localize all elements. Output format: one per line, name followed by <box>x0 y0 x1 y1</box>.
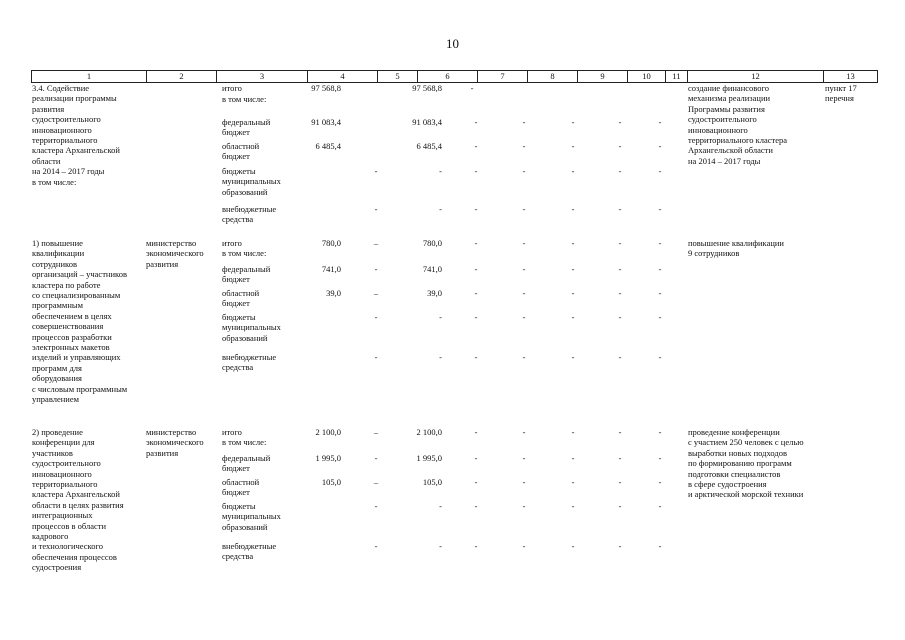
row-label-line: образований <box>222 332 268 343</box>
block-3-name-line: судостроения <box>32 562 82 573</box>
header-col-3: 3 <box>216 71 307 82</box>
value-col11: - <box>658 264 662 274</box>
value-col11: - <box>658 288 662 298</box>
value-col8: - <box>522 166 526 176</box>
value-col7: - <box>474 117 478 127</box>
value-col10: - <box>618 501 622 511</box>
value-col11: - <box>658 453 662 463</box>
table-header <box>31 70 878 83</box>
block-2-name-line: программным <box>32 300 83 311</box>
block-1-name-line: в том числе: <box>32 176 77 187</box>
block-1-name-line: кластера Архангельской <box>32 145 120 156</box>
row-label <box>222 427 266 448</box>
value-col8: - <box>522 141 526 151</box>
value-col4: 39,0 <box>326 288 341 298</box>
block-1-name-line: на 2014 – 2017 годы <box>32 166 105 177</box>
value-col9: - <box>571 264 575 274</box>
header-col-7: 7 <box>477 71 527 82</box>
block-2-name-line: оборудования <box>32 373 82 384</box>
row-label-line: итого <box>222 427 242 437</box>
row-label <box>222 94 266 104</box>
block-3-result-line: подготовки специалистов <box>688 468 781 479</box>
value-col8: - <box>522 288 526 298</box>
value-col9: - <box>571 453 575 463</box>
value-col8: - <box>522 312 526 322</box>
value-col6: 91 083,4 <box>412 117 442 127</box>
block-1-name-line: реализации программы <box>32 93 117 104</box>
block-1-name-line: развития <box>32 103 65 114</box>
block-3-result-line: выработки новых подходов <box>688 447 788 458</box>
value-col6: 6 485,4 <box>416 141 442 151</box>
row-label-line: бюджет <box>222 298 250 309</box>
block-2-result <box>688 238 784 259</box>
value-col7: - <box>470 83 474 93</box>
row-label <box>222 141 259 162</box>
row-label-line: бюджет <box>222 151 250 162</box>
value-col6: 1 995,0 <box>416 453 442 463</box>
header-col-10: 10 <box>627 71 665 82</box>
value-col5: – <box>373 288 379 298</box>
value-col8: - <box>522 264 526 274</box>
row-label-line: федеральный <box>222 117 271 127</box>
block-3-name-line: участников <box>32 447 73 458</box>
value-col4: 741,0 <box>321 264 341 274</box>
value-col11: - <box>658 204 662 214</box>
block-1-reference-line: перечня <box>825 93 854 104</box>
block-2-result-line: 9 сотрудников <box>688 248 740 259</box>
value-col10: - <box>618 166 622 176</box>
value-col6: - <box>439 352 442 362</box>
value-col11: - <box>658 312 662 322</box>
block-1-name-line: территориального <box>32 135 98 146</box>
value-col6: 105,0 <box>422 477 442 487</box>
value-col10: - <box>618 453 622 463</box>
block-3-name-line: 2) проведение <box>32 427 83 437</box>
value-col10: - <box>618 141 622 151</box>
row-label-line: бюджет <box>222 463 250 474</box>
block-1-name <box>32 83 120 187</box>
block-1-name-line: области <box>32 155 61 166</box>
block-3-result <box>688 427 804 500</box>
row-label-line: бюджет <box>222 127 250 138</box>
value-col11: - <box>658 541 662 551</box>
block-2-name-line: процессов разработки <box>32 331 112 342</box>
value-col5: - <box>374 352 378 362</box>
value-col9: - <box>571 204 575 214</box>
block-1-result <box>688 83 787 166</box>
value-col9: - <box>571 238 575 248</box>
header-col-11: 11 <box>665 71 687 82</box>
row-label-line: бюджет <box>222 274 250 285</box>
value-col7: - <box>474 166 478 176</box>
value-col6: 780,0 <box>422 238 442 248</box>
value-col11: - <box>658 427 662 437</box>
value-col4: 2 100,0 <box>315 427 341 437</box>
row-label-line: муниципальных <box>222 511 281 522</box>
header-col-9: 9 <box>577 71 627 82</box>
value-col6: 39,0 <box>427 288 442 298</box>
value-col8: - <box>522 541 526 551</box>
block-3-name <box>32 427 124 573</box>
value-col8: - <box>522 204 526 214</box>
value-col4: 6 485,4 <box>315 141 341 151</box>
block-1-result-line: Архангельской области <box>688 145 773 156</box>
value-col7: - <box>474 288 478 298</box>
block-2-result-line: повышение квалификации <box>688 238 784 248</box>
value-col9: - <box>571 166 575 176</box>
header-col-5: 5 <box>377 71 417 82</box>
block-3-executor-line: развития <box>146 447 179 458</box>
value-col7: - <box>474 264 478 274</box>
value-col11: - <box>658 238 662 248</box>
row-label <box>222 453 270 474</box>
value-col6: - <box>439 501 442 511</box>
block-2-name-line: с числовым программным <box>32 383 128 394</box>
value-col10: - <box>618 427 622 437</box>
value-col5: - <box>374 166 378 176</box>
block-1-result-line: механизма реализации <box>688 93 771 104</box>
value-col7: - <box>474 312 478 322</box>
block-3-name-line: области в целях развития <box>32 499 124 510</box>
value-col9: - <box>571 501 575 511</box>
block-1-result-line: судостроительного <box>688 114 757 125</box>
header-col-6: 6 <box>417 71 477 82</box>
value-col10: - <box>618 117 622 127</box>
header-col-8: 8 <box>527 71 577 82</box>
block-3-executor <box>146 427 204 458</box>
row-label-line: бюджеты <box>222 166 256 176</box>
row-label <box>222 166 281 197</box>
row-label-line: в том числе: <box>222 437 267 448</box>
block-2-name-line: организаций – участников <box>32 269 127 280</box>
page-number: 10 <box>446 36 459 51</box>
value-col5: - <box>374 264 378 274</box>
value-col11: - <box>658 501 662 511</box>
value-col9: - <box>571 288 575 298</box>
block-2-name-line: кластера по работе <box>32 279 101 290</box>
value-col5: - <box>374 453 378 463</box>
value-col7: - <box>474 477 478 487</box>
header-col-12: 12 <box>687 71 823 82</box>
value-col7: - <box>474 352 478 362</box>
value-col5: – <box>373 427 379 437</box>
value-col9: - <box>571 141 575 151</box>
block-2-executor-line: экономического <box>146 248 204 259</box>
value-col4: 105,0 <box>321 477 341 487</box>
value-col7: - <box>474 204 478 214</box>
value-col5: – <box>373 477 379 487</box>
block-2-name <box>32 238 127 405</box>
row-label-line: областной <box>222 288 260 298</box>
value-col5: - <box>374 312 378 322</box>
row-label-line: муниципальных <box>222 176 281 187</box>
row-label-line: бюджеты <box>222 501 256 511</box>
value-col10: - <box>618 238 622 248</box>
row-label-line: средства <box>222 214 254 225</box>
row-label-line: средства <box>222 551 254 562</box>
block-3-name-line: интеграционных <box>32 510 93 521</box>
block-2-name-line: со специализированным <box>32 290 121 301</box>
value-col10: - <box>618 541 622 551</box>
block-3-result-line: и арктической морской техники <box>688 489 804 500</box>
value-col10: - <box>618 264 622 274</box>
row-label-line: муниципальных <box>222 322 281 333</box>
value-col10: - <box>618 312 622 322</box>
block-1-reference-line: пункт 17 <box>825 83 857 93</box>
header-col-4: 4 <box>307 71 377 82</box>
value-col9: - <box>571 427 575 437</box>
row-label <box>222 477 259 498</box>
value-col4: 1 995,0 <box>315 453 341 463</box>
value-col7: - <box>474 501 478 511</box>
block-1-name-line: судостроительного <box>32 114 101 125</box>
row-label-line: в том числе: <box>222 94 267 104</box>
block-2-executor-line: развития <box>146 258 179 269</box>
block-3-name-line: инновационного <box>32 468 92 479</box>
row-label-line: внебюджетные <box>222 541 277 551</box>
value-col8: - <box>522 117 526 127</box>
row-label-line: областной <box>222 141 260 151</box>
row-label <box>222 264 270 285</box>
block-1-result-line: территориального кластера <box>688 135 788 146</box>
row-label-line: федеральный <box>222 264 271 274</box>
block-2-executor-line: министерство <box>146 238 197 248</box>
value-col7: - <box>474 141 478 151</box>
value-col4: 91 083,4 <box>311 117 341 127</box>
block-3-name-line: конференции для <box>32 437 95 448</box>
value-col9: - <box>571 312 575 322</box>
value-col11: - <box>658 352 662 362</box>
block-2-name-line: управлением <box>32 394 79 405</box>
value-col5: - <box>374 204 378 214</box>
block-3-result-line: по формированию программ <box>688 458 792 469</box>
value-col9: - <box>571 477 575 487</box>
block-1-result-line: Программы развития <box>688 103 765 114</box>
row-label-line: внебюджетные <box>222 352 277 362</box>
block-2-executor <box>146 238 204 269</box>
block-3-executor-line: министерство <box>146 427 197 437</box>
header-col-13: 13 <box>823 71 877 82</box>
value-col6: 741,0 <box>422 264 442 274</box>
row-label-line: федеральный <box>222 453 271 463</box>
block-2-name-line: сотрудников <box>32 258 77 269</box>
value-col4: 97 568,8 <box>311 83 341 93</box>
row-label-line: образований <box>222 186 268 197</box>
value-col11: - <box>658 141 662 151</box>
block-3-executor-line: экономического <box>146 437 204 448</box>
block-1-result-line: создание финансового <box>688 83 769 93</box>
row-label-line: итого <box>222 238 242 248</box>
block-3-name-line: процессов в области <box>32 520 107 531</box>
block-3-name-line: обеспечения процессов <box>32 551 117 562</box>
value-col8: - <box>522 477 526 487</box>
row-label <box>222 501 281 532</box>
block-3-name-line: судостроительного <box>32 458 101 469</box>
value-col5: – <box>373 238 379 248</box>
row-label-line: бюджет <box>222 487 250 498</box>
row-label-line: итого <box>222 83 242 93</box>
block-1-result-line: на 2014 – 2017 годы <box>688 155 761 166</box>
value-col8: - <box>522 501 526 511</box>
block-3-name-line: территориального <box>32 479 98 490</box>
row-label <box>222 83 242 93</box>
row-label-line: внебюджетные <box>222 204 277 214</box>
value-col8: - <box>522 352 526 362</box>
value-col10: - <box>618 204 622 214</box>
block-3-name-line: кластера Архангельской <box>32 489 120 500</box>
value-col11: - <box>658 477 662 487</box>
row-label-line: средства <box>222 362 254 373</box>
value-col9: - <box>571 541 575 551</box>
value-col7: - <box>474 238 478 248</box>
value-col6: - <box>439 312 442 322</box>
value-col6: - <box>439 166 442 176</box>
value-col6: 2 100,0 <box>416 427 442 437</box>
block-1-reference <box>825 83 857 104</box>
row-label-line: бюджеты <box>222 312 256 322</box>
row-label <box>222 238 266 259</box>
block-2-name-line: обеспечением в целях <box>32 310 112 321</box>
block-3-name-line: кадрового <box>32 531 69 542</box>
value-col8: - <box>522 427 526 437</box>
value-col6: - <box>439 541 442 551</box>
value-col10: - <box>618 352 622 362</box>
block-1-name-line: 3.4. Содействие <box>32 83 90 93</box>
value-col9: - <box>571 352 575 362</box>
value-col7: - <box>474 427 478 437</box>
block-2-name-line: совершенствования <box>32 321 104 332</box>
value-col10: - <box>618 477 622 487</box>
block-1-name-line: инновационного <box>32 124 92 135</box>
value-col6: - <box>439 204 442 214</box>
block-2-name-line: изделий и управляющих <box>32 352 121 363</box>
block-2-name-line: программ для <box>32 362 82 373</box>
value-col8: - <box>522 453 526 463</box>
value-col4: 780,0 <box>321 238 341 248</box>
row-label <box>222 204 276 225</box>
value-col10: - <box>618 288 622 298</box>
value-col7: - <box>474 541 478 551</box>
block-3-result-line: в сфере судостроения <box>688 479 767 490</box>
block-1-result-line: инновационного <box>688 124 748 135</box>
value-col5: - <box>374 501 378 511</box>
block-2-name-line: 1) повышение <box>32 238 83 248</box>
value-col8: - <box>522 238 526 248</box>
row-label <box>222 352 276 373</box>
block-3-result-line: проведение конференции <box>688 427 780 437</box>
row-label <box>222 541 276 562</box>
value-col11: - <box>658 166 662 176</box>
row-label-line: образований <box>222 521 268 532</box>
row-label <box>222 312 281 343</box>
value-col11: - <box>658 117 662 127</box>
value-col7: - <box>474 453 478 463</box>
block-3-name-line: и технологического <box>32 541 104 552</box>
block-3-result-line: с участием 250 человек с целью <box>688 437 804 448</box>
row-label <box>222 288 259 309</box>
row-label <box>222 117 270 138</box>
block-2-name-line: квалификации <box>32 248 85 259</box>
header-col-1: 1 <box>86 71 92 81</box>
header-col-2: 2 <box>146 71 216 82</box>
row-label-line: в том числе: <box>222 248 267 259</box>
value-col6: 97 568,8 <box>412 83 442 93</box>
value-col9: - <box>571 117 575 127</box>
block-2-name-line: электронных макетов <box>32 342 110 353</box>
row-label-line: областной <box>222 477 260 487</box>
value-col5: - <box>374 541 378 551</box>
